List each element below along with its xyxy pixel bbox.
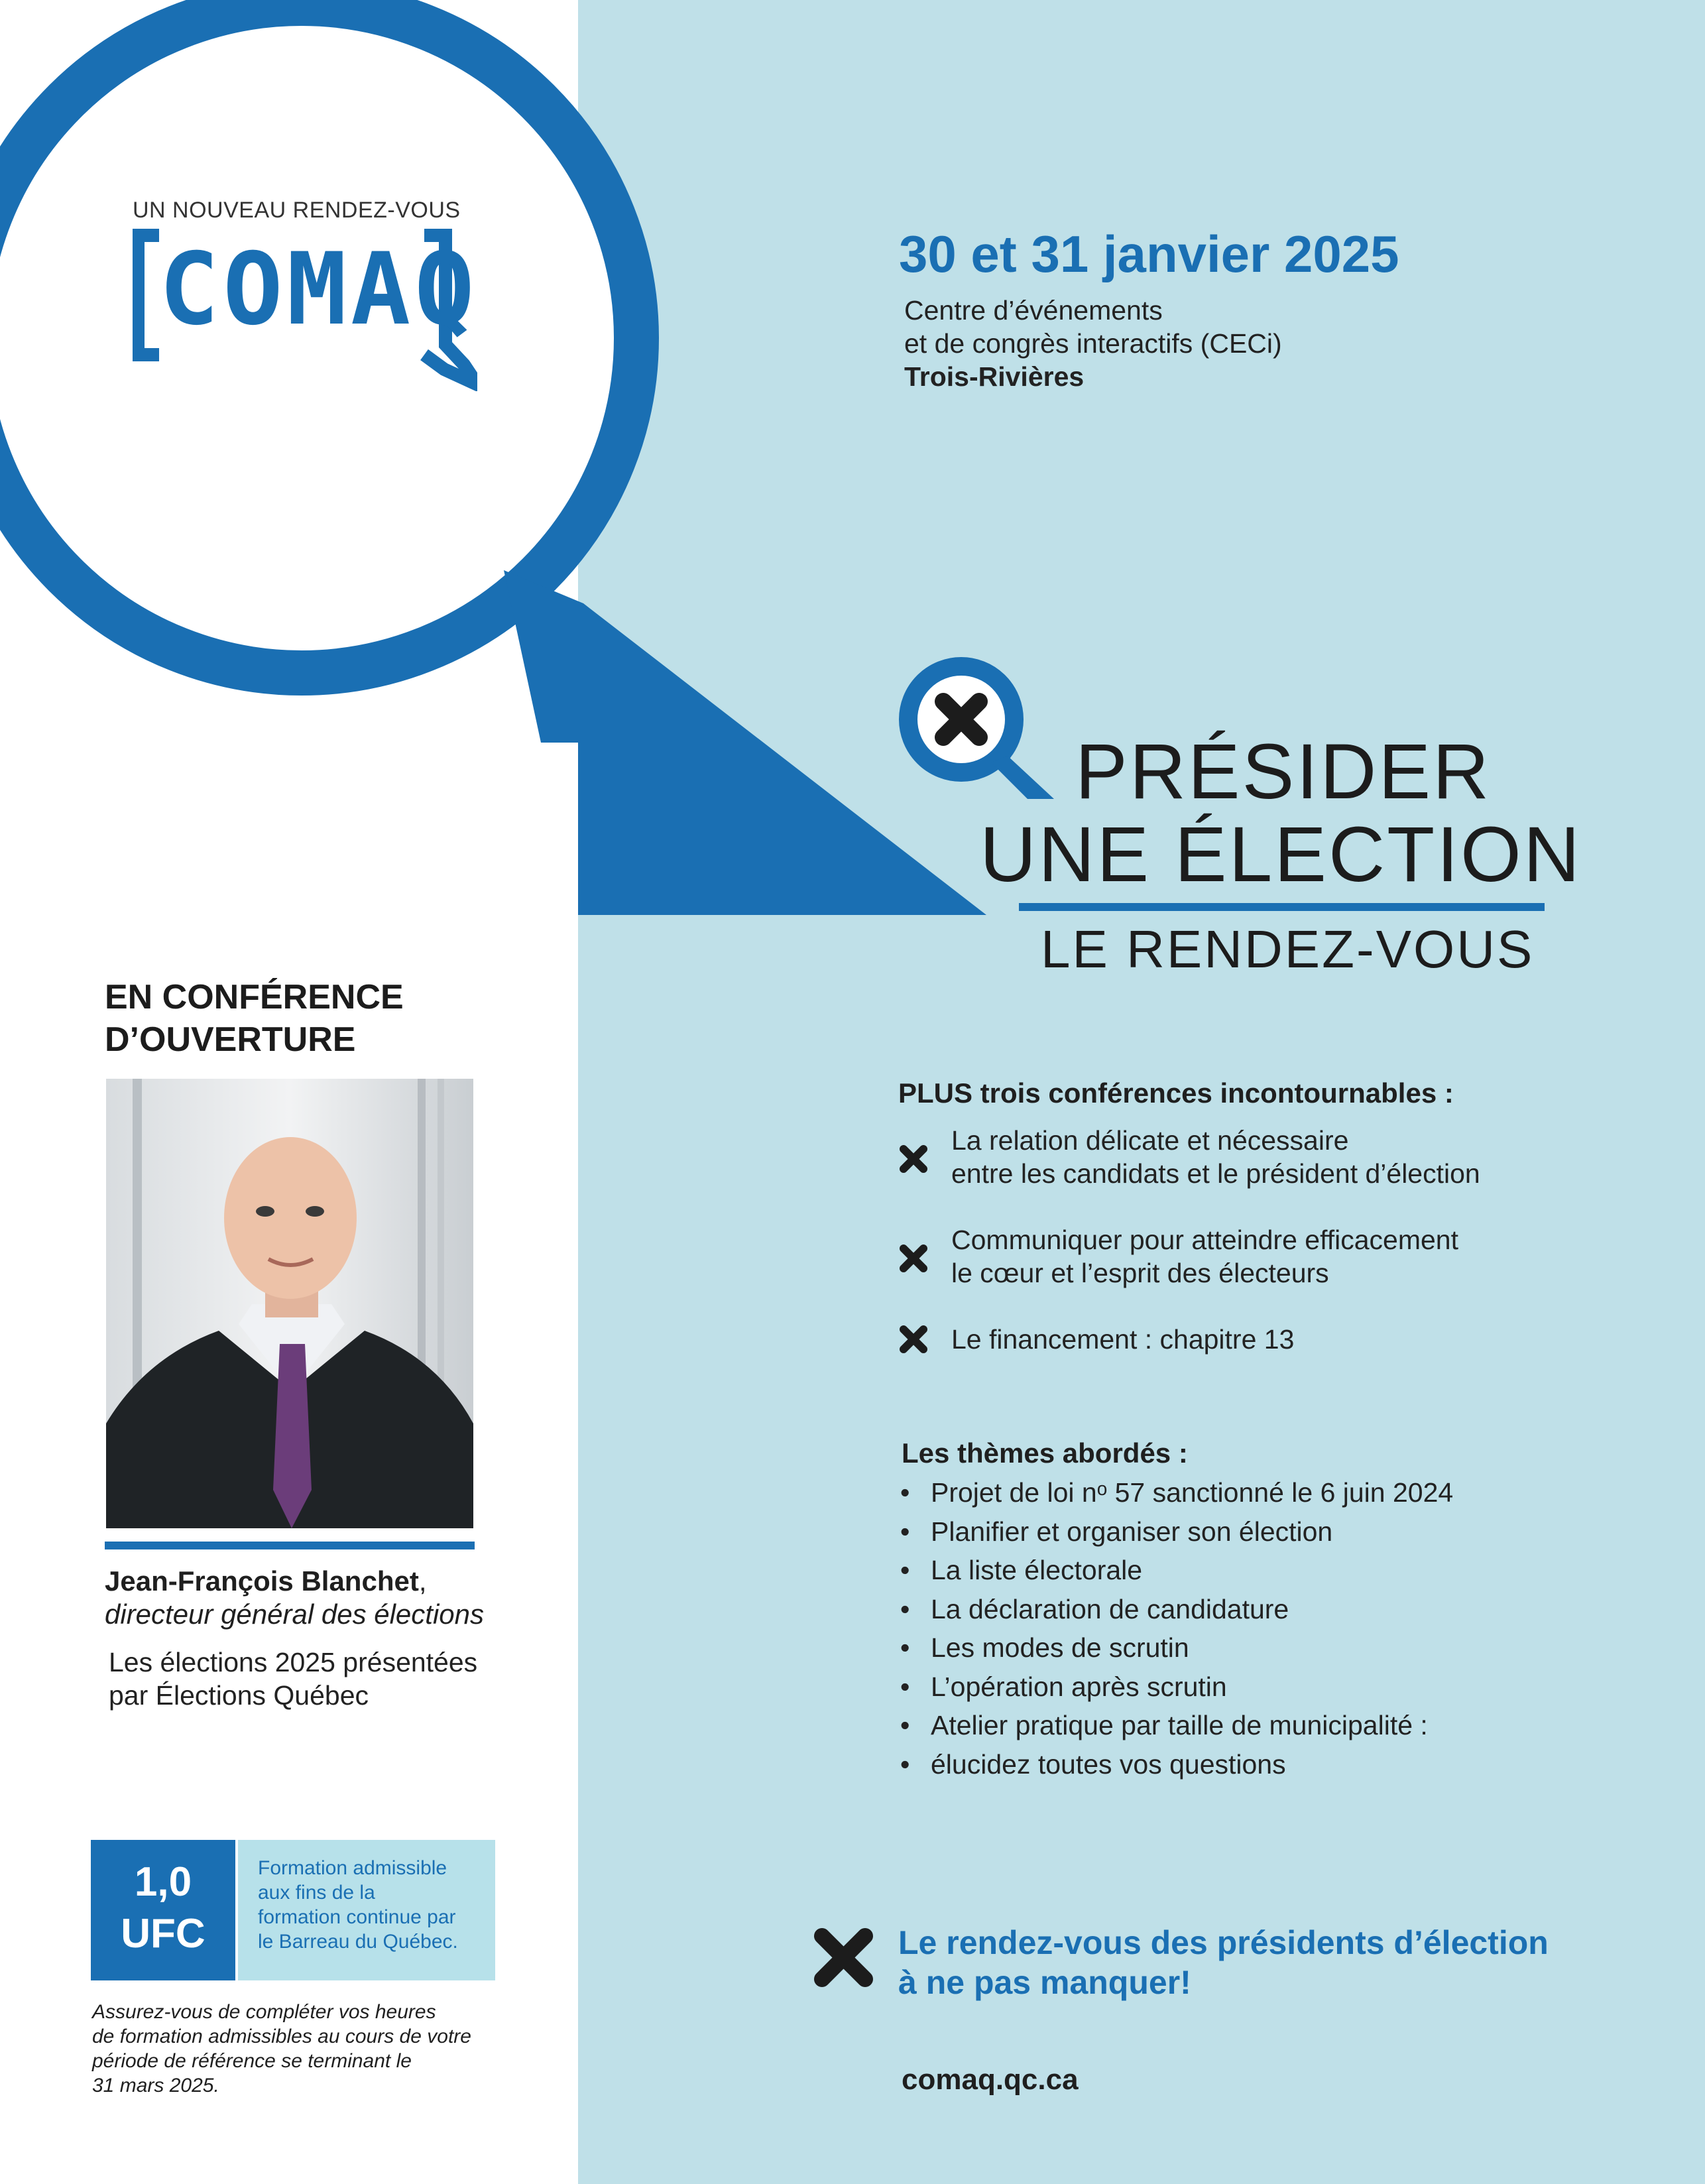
opening-heading-line-2: D’OUVERTURE (105, 1020, 356, 1059)
themes-heading: Les thèmes abordés : (902, 1437, 1188, 1469)
ufc-credit-badge (91, 1840, 235, 1980)
venue-city: Trois-Rivières (904, 361, 1085, 392)
conference-item-line-2: le cœur et l’esprit des électeurs (951, 1258, 1329, 1288)
talk-line-1: Les élections 2025 présentées (109, 1647, 478, 1677)
title-line-1: PRÉSIDER (1075, 728, 1492, 816)
title-line-2: UNE ÉLECTION (980, 811, 1582, 898)
logo-wordmark: COMAQ (159, 232, 479, 347)
theme-item: • Planifier et organiser son élection (900, 1512, 1453, 1551)
event-venue (904, 294, 1282, 393)
ufc-note (238, 1840, 495, 1980)
theme-item: • L’opération après scrutin (900, 1668, 1453, 1707)
cta-line-1: Le rendez-vous des présidents d’élection (898, 1924, 1549, 1961)
ufc-note-line: Formation admissible (258, 1857, 447, 1879)
opening-heading-line-1: EN CONFÉRENCE (105, 978, 404, 1016)
theme-item: • Les modes de scrutin (900, 1628, 1453, 1668)
talk-line-2: par Élections Québec (109, 1680, 369, 1711)
conferences-heading: PLUS trois conférences incontournables : (898, 1077, 1454, 1109)
credit-disclaimer (92, 2000, 471, 2098)
x-mark-icon (812, 1926, 875, 1989)
call-to-action (898, 1923, 1549, 2002)
disclaimer-line: 31 mars 2025. (92, 2075, 219, 2096)
ufc-unit: UFC (121, 1911, 206, 1957)
theme-item: • Atelier pratique par taille de municipalité : (900, 1706, 1453, 1745)
magnifier-x-icon (892, 650, 1057, 809)
conference-item-line-1: La relation délicate et nécessaire (951, 1125, 1349, 1156)
website-link[interactable]: comaq.qc.ca (902, 2063, 1079, 2096)
disclaimer-line: période de référence se terminant le (92, 2050, 412, 2072)
speaker-name: Jean-François Blanchet (105, 1565, 419, 1597)
speaker-info (105, 1565, 484, 1631)
themes-list (900, 1473, 1453, 1784)
ufc-note-line: aux fins de la (258, 1882, 375, 1904)
venue-line-1: Centre d’événements (904, 295, 1163, 326)
title-divider (1019, 903, 1545, 911)
ufc-value: 1,0 (134, 1859, 192, 1905)
conference-item-line-2: entre les candidats et le président d’élection (951, 1158, 1480, 1189)
conference-item-line-1: Le financement : chapitre 13 (951, 1324, 1295, 1355)
event-date: 30 et 31 janvier 2025 (899, 225, 1399, 283)
disclaimer-line: de formation admissibles au cours de votre (92, 2026, 471, 2047)
opening-heading (105, 976, 404, 1061)
logo-tagline: UN NOUVEAU RENDEZ-VOUS (133, 198, 461, 223)
cta-line-2: à ne pas manquer! (898, 1964, 1191, 2001)
disclaimer-line: Assurez-vous de compléter vos heures (92, 2001, 436, 2023)
name-comma: , (418, 1565, 427, 1597)
theme-item: • Projet de loi nᵒ 57 sanctionné le 6 juin 2024 (900, 1473, 1453, 1512)
photo-divider (105, 1542, 475, 1549)
ufc-note-line: formation continue par (258, 1906, 456, 1928)
theme-item: • La liste électorale (900, 1551, 1453, 1590)
title-line-3: LE RENDEZ-VOUS (1041, 920, 1535, 979)
speaker-role: directeur général des élections (105, 1599, 485, 1630)
x-bullet-icon (898, 1243, 929, 1274)
theme-item-continuation: • élucidez toutes vos questions (900, 1745, 1453, 1784)
speaker-photo (106, 1079, 473, 1528)
speech-bubble-graphic (0, 0, 994, 928)
venue-line-2: et de congrès interactifs (CECi) (904, 328, 1282, 359)
conference-item-line-1: Communiquer pour atteindre efficacement (951, 1225, 1458, 1255)
ufc-note-line: le Barreau du Québec. (258, 1931, 458, 1953)
x-bullet-icon (898, 1324, 929, 1355)
x-bullet-icon (898, 1144, 929, 1174)
talk-description (109, 1646, 477, 1712)
theme-item: • La déclaration de candidature (900, 1590, 1453, 1629)
